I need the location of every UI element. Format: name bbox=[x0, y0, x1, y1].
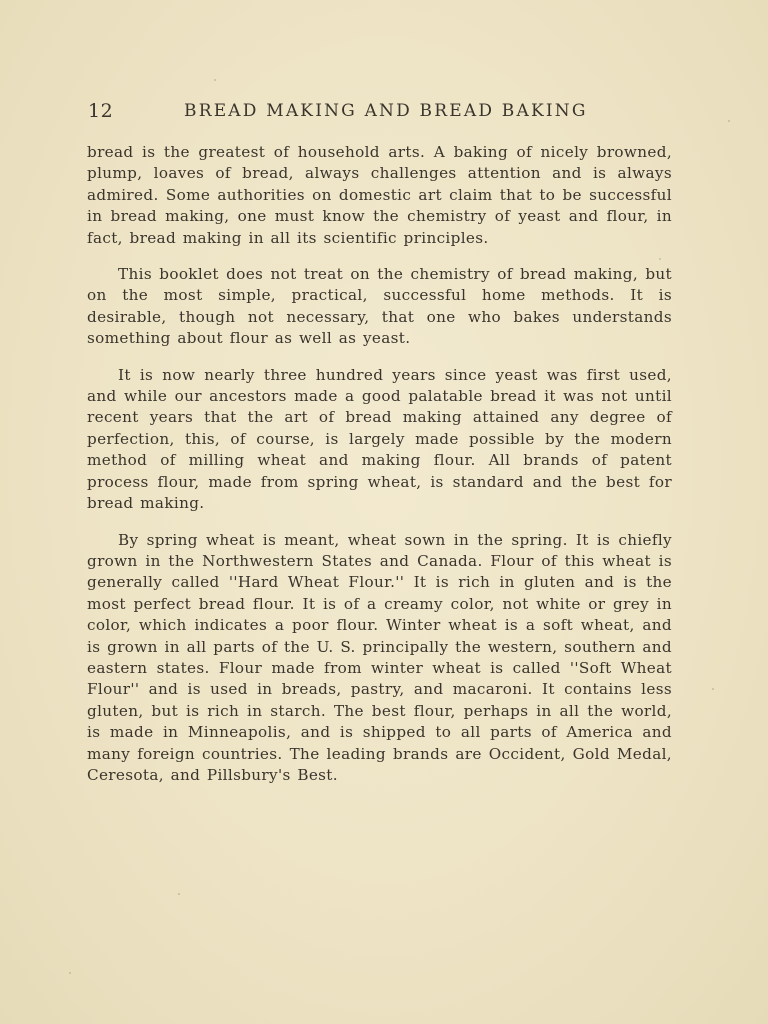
paper-speck bbox=[659, 258, 661, 260]
paragraph: By spring wheat is meant, wheat sown in the spring. It is chiefly grown in the Northwestern States and Canada. Flour of this wheat is generally called ''Hard Wheat Flour.'' It is rich in gluten and is the most perfect bread flour. It is of a creamy color, not white or grey in color, which indicates a poor flour. Winter wheat is a soft wheat, and is grown in all parts of the U. S. principally the western, southern and eastern states. Flour made from winter wheat is called ''Soft Wheat Flour'' and is used in breads, pastry, and macaroni. It contains less gluten, but is rich in starch. The best flour, perhaps in all the world, is made in Minneapolis, and is shipped to all parts of America and many foreign countries. The leading brands are Occident, Gold Medal, Ceresota, and Pillsbury's Best. bbox=[87, 530, 672, 784]
paper-speck bbox=[69, 972, 71, 974]
running-head: BREAD MAKING AND BREAD BAKING bbox=[184, 101, 588, 121]
paper-speck bbox=[214, 79, 216, 81]
paper-speck bbox=[712, 688, 714, 690]
body-text bbox=[87, 142, 672, 801]
page-header bbox=[88, 100, 676, 126]
page-number: 12 bbox=[88, 100, 114, 122]
paper-speck bbox=[178, 893, 180, 895]
paragraph: This booklet does not treat on the chemistry of bread making, but on the most simple, practical, successful home methods. It is desirable, though not necessary, that one who bakes understands something about flour as well as yeast. bbox=[87, 265, 672, 348]
paper-speck bbox=[728, 120, 730, 122]
paragraph: It is now nearly three hundred years since yeast was first used, and while our ancestors made a good palatable bread it was not until recent years that the art of bread making attained any degree of perfection, this, of course, is largely made possible by the modern method of milling wheat and making flour. All brands of patent process flour, made from spring wheat, is standard and the best for bread making. bbox=[87, 365, 672, 513]
paragraph: bread is the greatest of household arts. A baking of nicely browned, plump, loaves of bread, always challenges attention and is always admired. Some authorities on domestic art claim that to be successful in bread making, one must know the chemistry of yeast and flour, in fact, bread making in all its scientific principles. bbox=[87, 143, 672, 247]
